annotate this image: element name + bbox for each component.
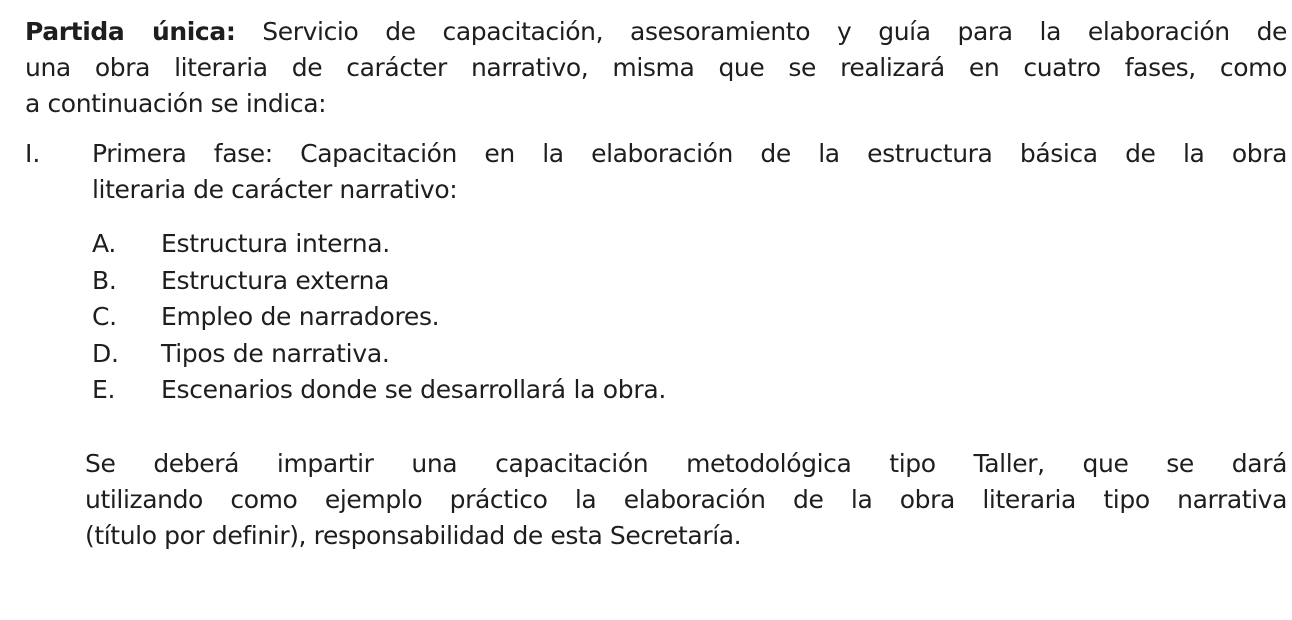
list-item-mark: A. (92, 229, 117, 258)
closing-paragraph (85, 446, 1287, 554)
list-item-text: Empleo de narradores. (161, 302, 440, 331)
list-item-mark: C. (92, 302, 117, 331)
intro-paragraph (25, 14, 1287, 122)
closing-line-3: (título por definir), responsabilidad de esta Secretaría. (85, 520, 742, 550)
intro-lead: Partida única: (25, 17, 236, 46)
closing-line-1: Se deberá impartir una capacitación metodológica tipo Taller, que se dará (85, 448, 1287, 478)
list-item (92, 226, 1287, 263)
list-item-text: Estructura interna. (161, 229, 390, 258)
section-heading-line-2: literaria de carácter narrativo: (92, 175, 458, 204)
list-item (92, 299, 1287, 336)
list-item-mark: E. (92, 375, 116, 404)
list-item-text: Escenarios donde se desarrollará la obra. (161, 375, 666, 404)
intro-line-1-text: Servicio de capacitación, asesoramiento y guía para la elaboración de (262, 17, 1288, 46)
list-item-mark: D. (92, 338, 119, 368)
document-page (25, 14, 1287, 579)
intro-line-1 (25, 14, 1287, 50)
topic-list (92, 226, 1287, 409)
list-item-text: Estructura externa (161, 265, 390, 295)
section-heading-line-1: Primera fase: Capacitación en la elaboración de la estructura básica de la obra (92, 139, 1287, 168)
intro-line-2: una obra literaria de carácter narrativo, misma que se realizará en cuatro fases, como (25, 53, 1287, 82)
list-item (92, 372, 1287, 409)
section-numeral: I. (25, 139, 41, 168)
intro-line-3: a continuación se indica: (25, 89, 327, 118)
list-item (92, 336, 1287, 373)
section-first-phase (25, 136, 1287, 409)
list-item-text: Tipos de narrativa. (161, 338, 390, 368)
closing-line-2: utilizando como ejemplo práctico la elaboración de la obra literaria tipo narrativa (85, 484, 1287, 514)
list-item (92, 263, 1287, 300)
list-item-mark: B. (92, 265, 117, 295)
section-heading (92, 136, 1287, 208)
